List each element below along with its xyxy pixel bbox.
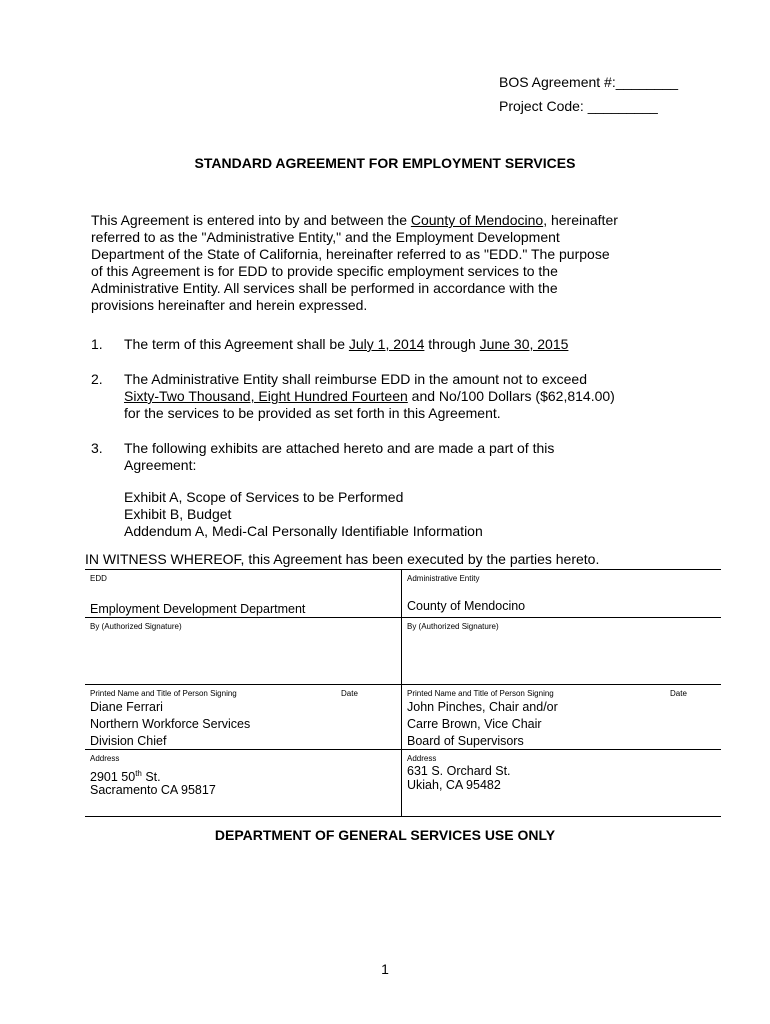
table-border-top [85,569,721,570]
admin-address-line: 631 S. Orchard St. [407,764,511,778]
item-text: The term of this Agreement shall be [124,336,349,352]
item-2-line [124,388,615,405]
intro-line: Department of the State of California, hereinafter referred to as "EDD." The purpose [91,246,610,262]
item-3-number: 3. [91,440,103,456]
admin-address-label: Address [407,754,437,763]
admin-signer-title: Board of Supervisors [407,734,524,748]
edd-signature-label: By (Authorized Signature) [90,622,182,631]
dgs-use-only-heading: DEPARTMENT OF GENERAL SERVICES USE ONLY [214,827,556,843]
intro-line: Administrative Entity. All services shall be performed in accordance with the [91,280,558,296]
item-text: and No/100 Dollars ($62,814.00) [407,388,615,404]
bos-agreement-number: BOS Agreement #:________ [499,74,679,90]
table-column-divider [401,569,402,816]
admin-printed-name-label: Printed Name and Title of Person Signing [407,689,554,698]
edd-printed-name-label: Printed Name and Title of Person Signing [90,689,237,698]
table-border-bottom [85,816,721,817]
edd-signer-title: Northern Workforce Services [90,717,251,731]
table-divider [85,749,721,750]
item-3-line: The following exhibits are attached hereto and are made a part of this [124,440,555,456]
page-number: 1 [381,961,389,977]
admin-signer-title: Carre Brown, Vice Chair [407,717,542,731]
intro-paragraph [91,212,671,314]
exhibit-item: Addendum A, Medi-Cal Personally Identifiable Information [124,523,483,539]
address-text: St. [141,770,161,785]
amount-words: Sixty-Two Thousand, Eight Hundred Fourteen [124,388,408,404]
term-start-date: July 1, 2014 [348,336,425,352]
admin-signature-label: By (Authorized Signature) [407,622,499,631]
address-superscript: th [135,769,142,778]
admin-entity-label: Administrative Entity [407,574,480,583]
exhibit-item: Exhibit A, Scope of Services to be Performed [124,489,404,505]
intro-line: provisions hereinafter and herein expressed. [91,297,368,313]
document-title: STANDARD AGREEMENT FOR EMPLOYMENT SERVICES [194,155,576,171]
item-text: through [424,336,480,352]
edd-label: EDD [90,574,107,583]
item-2-line: for the services to be provided as set forth in this Agreement. [124,405,501,421]
item-3-line: Agreement: [124,457,197,473]
item-1-text [124,336,568,353]
intro-line: of this Agreement is for EDD to provide specific employment services to the [91,263,558,279]
edd-address-line: Sacramento CA 95817 [90,783,216,797]
item-1-number: 1. [91,336,103,352]
admin-entity-name: County of Mendocino [407,599,526,613]
edd-date-label: Date [341,689,358,698]
edd-signer-name: Diane Ferrari [90,700,163,714]
admin-signer-name: John Pinches, Chair and/or [407,700,558,714]
edd-signature-field[interactable] [90,633,395,681]
intro-line: referred to as the "Administrative Entity," and the Employment Development [91,229,560,245]
intro-text: , hereinafter [543,212,618,228]
admin-address-line: Ukiah, CA 95482 [407,778,501,792]
intro-text: This Agreement is entered into by and between the [91,212,411,228]
exhibit-item: Exhibit B, Budget [124,506,232,522]
admin-signature-field[interactable] [407,633,715,681]
item-2-number: 2. [91,371,103,387]
county-name: County of Mendocino [410,212,544,228]
item-2-line: The Administrative Entity shall reimburse EDD in the amount not to exceed [124,371,587,387]
term-end-date: June 30, 2015 [479,336,569,352]
table-divider [85,684,721,685]
edd-name: Employment Development Department [90,602,306,616]
admin-date-label: Date [670,689,687,698]
address-text: 2901 50 [90,770,136,785]
witness-statement: IN WITNESS WHEREOF, this Agreement has been executed by the parties hereto. [85,551,600,567]
edd-signer-title: Division Chief [90,734,167,748]
edd-address-label: Address [90,754,120,763]
project-code: Project Code: _________ [499,98,658,114]
intro-line [91,212,671,229]
